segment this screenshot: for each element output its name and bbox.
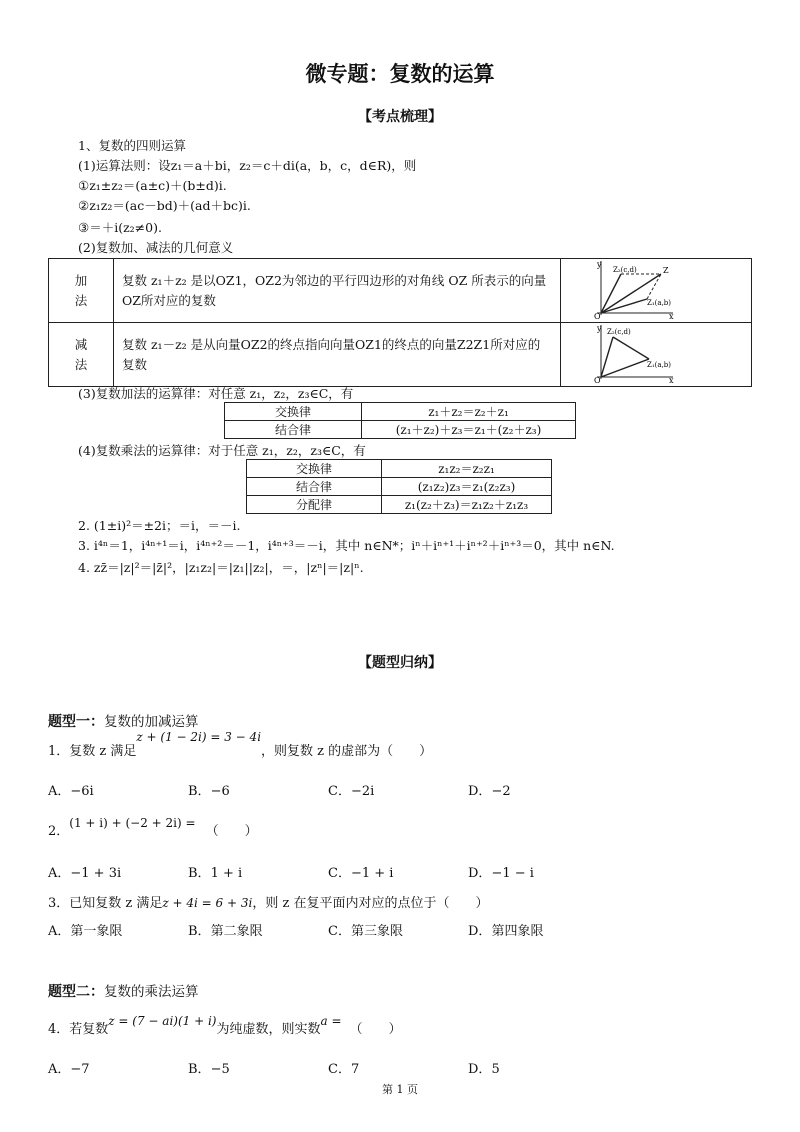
law-name: 交换律: [225, 403, 362, 421]
text-line: (3)复数加法的运算律：对任意 z₁，z₂，z₃∈C，有: [78, 386, 354, 401]
law-formula: z₁z₂＝z₂z₁: [382, 460, 552, 478]
svg-text:Z₁(a,b): Z₁(a,b): [647, 299, 672, 307]
answer-option[interactable]: A．−6i: [48, 784, 94, 799]
text-line: (1)运算法则：设z₁＝a＋bi，z₂＝c＋di(a，b，c，d∈R)，则: [78, 158, 417, 173]
text-line: ③＝＋i(z₂≠0).: [78, 220, 162, 235]
answer-option[interactable]: C．−2i: [328, 784, 375, 799]
section-heading-key-points: 【考点梳理】: [358, 109, 442, 125]
law-formula: z₁(z₂＋z₃)＝z₁z₂＋z₁z₃: [382, 496, 552, 514]
svg-text:x: x: [669, 312, 674, 319]
add-description: 复数 z₁＋z₂ 是以OZ1，OZ2为邻边的平行四边形的对角线 OZ 所表示的向量OZ所对应的复数: [114, 259, 561, 323]
svg-text:O: O: [594, 376, 601, 383]
type-heading-1: 题型一：复数的加减运算: [48, 714, 199, 730]
answer-option[interactable]: D．−2: [468, 784, 511, 799]
law-name: 分配律: [247, 496, 382, 514]
answer-option[interactable]: D．−1 − i: [468, 866, 534, 881]
text-line: 4. zz̄＝|z|²＝|z̄|²，|z₁z₂|＝|z₁||z₂|，＝，|zⁿ|＝|z|ⁿ.: [78, 560, 364, 575]
svg-text:y: y: [597, 324, 602, 333]
geometry-table: [48, 258, 752, 387]
svg-text:x: x: [669, 376, 674, 383]
svg-text:Z₁(a,b): Z₁(a,b): [647, 361, 672, 369]
text-line: (2)复数加、减法的几何意义: [78, 240, 234, 255]
law-formula: (z₁＋z₂)＋z₃＝z₁＋(z₂＋z₃): [362, 421, 576, 439]
law-name: 结合律: [247, 478, 382, 496]
answer-option[interactable]: A．第一象限: [48, 924, 123, 939]
answer-option[interactable]: D．5: [468, 1062, 500, 1077]
text-line: 3. i⁴ⁿ＝1，i⁴ⁿ⁺¹＝i，i⁴ⁿ⁺²＝－1，i⁴ⁿ⁺³＝－i，其中 n∈N*；iⁿ＋iⁿ⁺¹＋iⁿ⁺²＋iⁿ⁺³＝0，其中 n∈N.: [78, 538, 615, 553]
multiplication-laws-table: [246, 459, 552, 514]
svg-text:O: O: [594, 312, 601, 319]
addition-laws-table: [224, 402, 576, 439]
parallelogram-diagram: [561, 259, 751, 319]
answer-option[interactable]: B．1 + i: [188, 866, 243, 881]
law-name: 交换律: [247, 460, 382, 478]
sub-description: 复数 z₁－z₂ 是从向量OZ2的终点指向向量OZ1的终点的向量Z2Z1所对应的复数: [114, 323, 561, 387]
answer-option[interactable]: C．7: [328, 1062, 360, 1077]
svg-text:Z₂(c,d): Z₂(c,d): [607, 328, 631, 336]
text-line: (4)复数乘法的运算律：对于任意 z₁，z₂，z₃∈C，有: [78, 443, 366, 458]
text-line: 2. (1±i)²＝±2i；＝i，＝－i.: [78, 518, 241, 533]
answer-option[interactable]: B．第二象限: [188, 924, 263, 939]
answer-option[interactable]: B．−6: [188, 784, 230, 799]
add-label: 加 法: [49, 259, 114, 323]
answer-option[interactable]: A．−1 + 3i: [48, 866, 122, 881]
page-title: 微专题：复数的运算: [305, 62, 495, 86]
question-4: 4．若复数z = (7 − ai)(1 + i)为纯虚数，则实数a =（ ）: [48, 1014, 402, 1037]
sub-figure: [561, 323, 752, 387]
answer-option[interactable]: C．−1 + i: [328, 866, 394, 881]
text-line: 1、复数的四则运算: [78, 138, 186, 153]
question-2: 2．(1 + i) + (−2 + 2i) =（ ）: [48, 816, 258, 839]
sub-label: 减 法: [49, 323, 114, 387]
section-heading-question-types: 【题型归纳】: [358, 655, 442, 671]
law-formula: (z₁z₂)z₃＝z₁(z₂z₃): [382, 478, 552, 496]
text-line: ②z₁z₂＝(ac－bd)＋(ad＋bc)i.: [78, 198, 251, 213]
answer-option[interactable]: C．第三象限: [328, 924, 403, 939]
answer-option[interactable]: A．−7: [48, 1062, 90, 1077]
svg-text:Z₂(c,d): Z₂(c,d): [613, 266, 637, 274]
vector-difference-diagram: [561, 323, 751, 383]
answer-option[interactable]: B．−5: [188, 1062, 230, 1077]
page-number: 第 1 页: [382, 1083, 418, 1096]
svg-text:y: y: [597, 260, 602, 269]
law-formula: z₁＋z₂＝z₂＋z₁: [362, 403, 576, 421]
text-line: ①z₁±z₂＝(a±c)＋(b±d)i.: [78, 178, 227, 193]
law-name: 结合律: [225, 421, 362, 439]
question-3: 3．已知复数 z 满足z + 4i = 6 + 3i，则 z 在复平面内对应的点位于（ ）: [48, 896, 489, 911]
svg-text:Z: Z: [663, 266, 669, 275]
type-heading-2: 题型二：复数的乘法运算: [48, 984, 199, 1000]
answer-option[interactable]: D．第四象限: [468, 924, 544, 939]
add-figure: [561, 259, 752, 323]
question-1: 1．复数 z 满足z + (1 − 2i) = 3 − 4i，则复数 z 的虚部为（ ）: [48, 730, 433, 759]
